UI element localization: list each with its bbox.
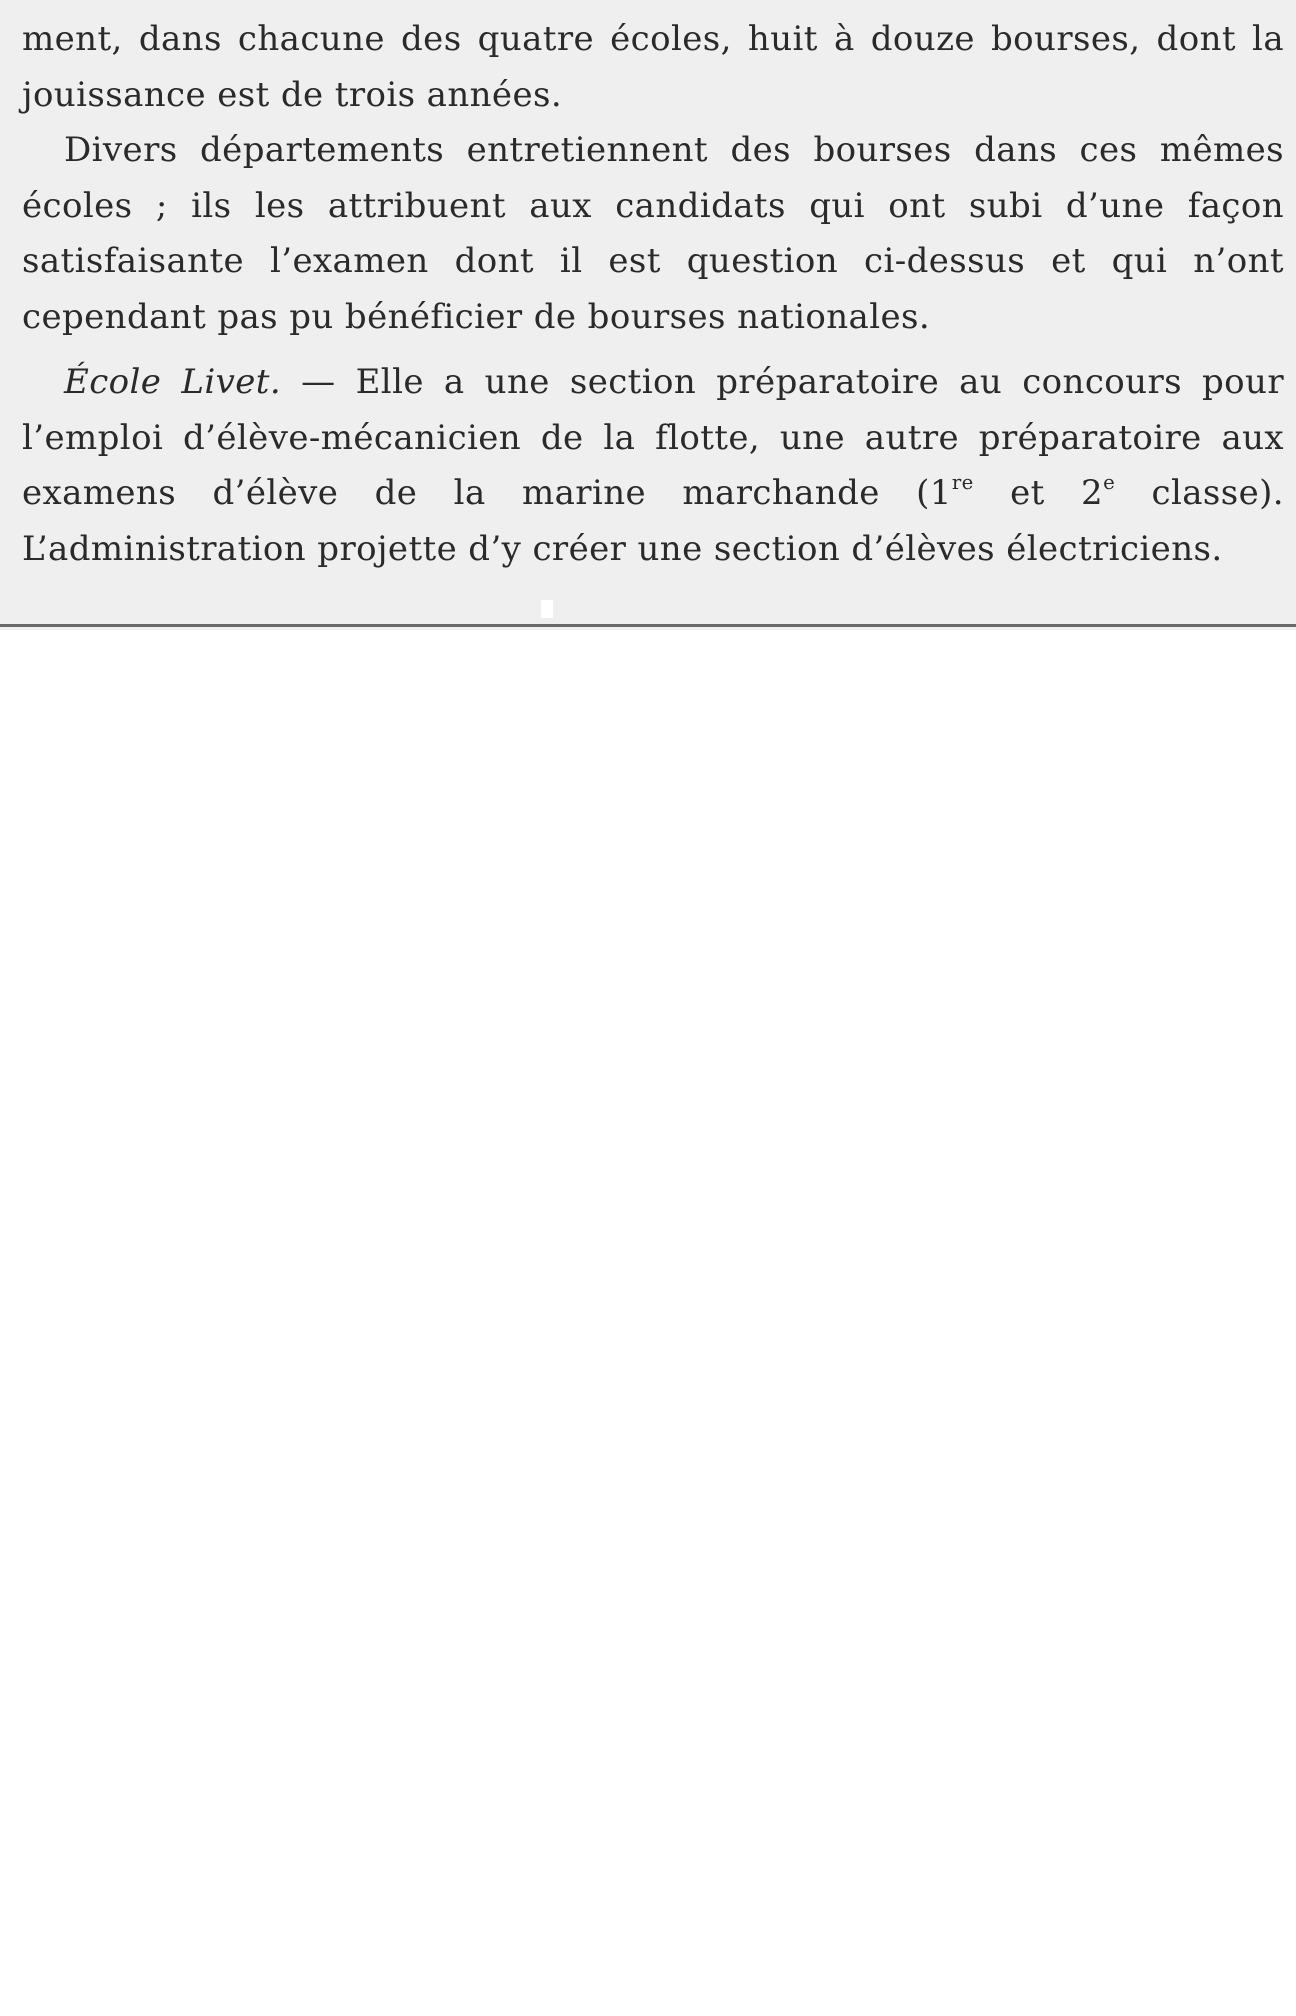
paragraph-ecole-livet [22,355,1284,577]
paragraph-departements: Divers départements entretiennent des bourses dans ces mêmes écoles ; ils les attribuent aux candidats qui ont subi d’une façon satisfaisante l’examen dont il est question ci-dessus et qui n’ont cependant pas pu bénéficier de bourses nationales. [22,130,1284,337]
document-body [22,12,1284,577]
paragraph-ecole-livet-text-2: et 2 [973,473,1104,513]
scan-artifact [541,600,553,618]
ecole-livet-heading: École Livet. [64,362,282,402]
ordinal-superscript-re: re [951,471,974,495]
paragraph-ecole-livet-text-3: classe). L’administration projette d’y créer une section d’élèves électriciens. [22,473,1284,569]
paragraph-continuation: ment, dans chacune des quatre écoles, huit à douze bourses, dont la jouissance est de trois années. [22,19,1284,115]
paragraph-ecole-livet-text-1: — Elle a une section préparatoire au concours pour l’emploi d’élève-mécanicien de la flotte, une autre préparatoire aux examens d’élève de la marine marchande (1 [22,362,1284,513]
ordinal-superscript-e: e [1103,471,1116,495]
blank-page-area [0,627,1296,2016]
